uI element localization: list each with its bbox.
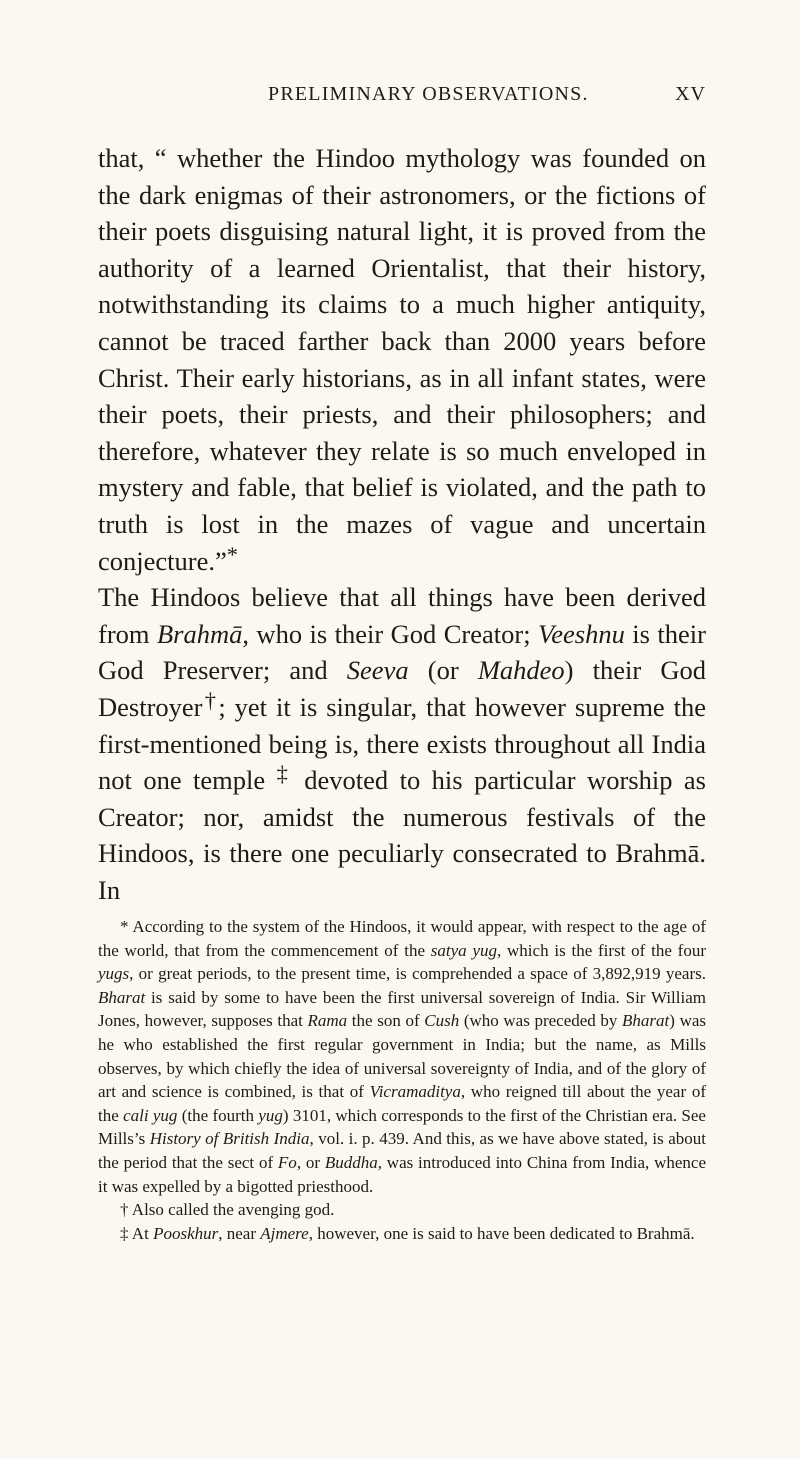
italic-run: History of British India bbox=[149, 1129, 310, 1149]
italic-run: yugs bbox=[98, 964, 130, 984]
paragraph-1 bbox=[98, 140, 706, 579]
text-run: , vol. i. p. 439. And this, as we have above stated, is about the period that the sect of bbox=[98, 1129, 706, 1172]
text-run: the son of bbox=[347, 1011, 425, 1031]
italic-run: satya yug bbox=[430, 940, 497, 960]
italic-run: Veeshnu bbox=[538, 618, 625, 649]
reference-mark: † bbox=[202, 688, 219, 714]
italic-run: Fo bbox=[277, 1152, 297, 1172]
text-run: , who is their God Creator; bbox=[242, 618, 539, 649]
italic-run: Ajmere bbox=[260, 1223, 309, 1243]
running-title: PRELIMINARY OBSERVATIONS. bbox=[268, 83, 589, 105]
text-run: , near bbox=[218, 1223, 261, 1243]
italic-run: Rama bbox=[307, 1011, 348, 1031]
text-run: , however, one is said to have been dedicated to Brahmā. bbox=[308, 1223, 695, 1243]
italic-run: Vicramaditya bbox=[369, 1082, 461, 1102]
text-run: that, “ whether the Hindoo mythology was founded on the dark enigmas of their astronomers, or the fictions of their poets disguising natural light, it is proved from the authority of a learned Orientalist, that their history, notwithstanding its claims to a much higher antiquity, cannot be traced farther back than 2000 years before Christ. Their early historians, as in all infant states, were their poets, their priests, and their philosophers; and therefore, whatever they relate is so much enveloped in mystery and fable, that belief is violated, and the path to truth is lost in the mazes of vague and uncertain conjecture.” bbox=[98, 143, 706, 576]
text-run: devoted to his particular worship as Creator; nor, amidst the numerous festivals of the Hindoos, is there one peculiarly consecrated to Brahmā. In bbox=[98, 765, 706, 905]
italic-run: Mahdeo bbox=[477, 655, 565, 686]
footnote-2 bbox=[98, 1198, 706, 1222]
text-run: is said by some to have been the first universal sovereign of India. Sir William Jones, however, supposes that bbox=[98, 987, 706, 1031]
reference-mark: * bbox=[226, 541, 239, 567]
running-head bbox=[98, 83, 706, 119]
text-run: ; yet it is singular, that however supreme the first-mentioned being is, there exists throughout all India not one temple bbox=[98, 691, 706, 796]
text-run: is their God Preserver; and bbox=[98, 618, 706, 686]
italic-run: Bharat bbox=[622, 1011, 670, 1031]
text-run: (the fourth bbox=[177, 1105, 259, 1125]
footnote-1 bbox=[98, 915, 706, 1198]
text-run: , or great periods, to the present time, is comprehended a space of 3,892,919 years. bbox=[129, 964, 706, 984]
text-run: † Also called the avenging god. bbox=[120, 1200, 335, 1220]
italic-run: Bharat bbox=[98, 987, 146, 1007]
text-run: , which is the first of the four bbox=[497, 940, 706, 960]
italic-run: Brahmā bbox=[156, 618, 243, 649]
page-number: XV bbox=[675, 83, 706, 105]
text-run: ) 3101, which corresponds to the first of the Christian era. See Mills’s bbox=[98, 1105, 706, 1149]
text-run: , who reigned till about the year of the bbox=[98, 1082, 706, 1125]
reference-mark: ‡ bbox=[276, 761, 293, 787]
text-run: (who was preceded by bbox=[459, 1011, 623, 1031]
italic-run: cali yug bbox=[123, 1105, 178, 1125]
text-run: , or bbox=[296, 1152, 325, 1172]
italic-run: Cush bbox=[424, 1011, 460, 1031]
footnote-3 bbox=[98, 1222, 706, 1246]
text-run: (or bbox=[408, 655, 478, 686]
italic-run: Buddha bbox=[324, 1152, 378, 1172]
italic-run: Seeva bbox=[346, 655, 409, 686]
italic-run: Pooskhur bbox=[153, 1223, 219, 1243]
text-run: ) was he who established the first regular government in India; but the name, as Mills observes, by which chiefly the idea of universal sovereignty of India, and of the glory of art and science is combined, is that of bbox=[98, 1011, 707, 1102]
footnotes bbox=[98, 915, 706, 1245]
text-run: * According to the system of the Hindoos, it would appear, with respect to the age of the world, that from the commencement of the bbox=[98, 917, 706, 960]
text-run: The Hindoos believe that all things have been derived from bbox=[98, 582, 706, 649]
text-run: , was introduced into China from India, whence it was expelled by a bigotted priesthood. bbox=[98, 1152, 707, 1196]
main-text bbox=[98, 140, 706, 908]
text-run: ) their God Destroyer bbox=[98, 655, 706, 722]
paragraph-2 bbox=[98, 579, 706, 908]
text-run: ‡ At bbox=[120, 1223, 154, 1243]
italic-run: yug bbox=[258, 1105, 283, 1125]
